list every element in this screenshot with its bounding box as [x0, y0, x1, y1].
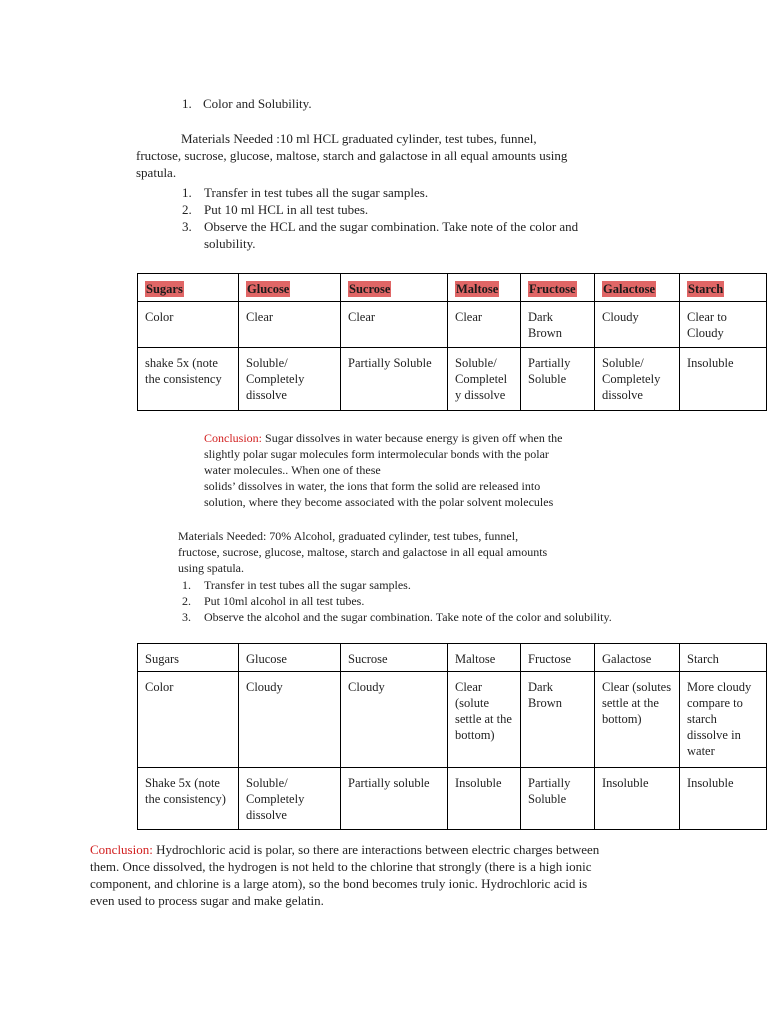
table-cell: Soluble/ Completely dissolve: [239, 768, 341, 830]
heading-text: Color and Solubility.: [203, 96, 312, 111]
table-cell: Clear: [341, 302, 448, 348]
table-header-cell: Maltose: [448, 274, 521, 302]
table-cell: Cloudy: [239, 672, 341, 768]
table-cell: Cloudy: [341, 672, 448, 768]
table-cell: Clear to Cloudy: [680, 302, 767, 348]
table-row: [138, 302, 767, 348]
materials-paragraph-1: [136, 130, 656, 181]
list-item: 3. Observe the HCL and the sugar combination. Take note of the color and solubility.: [182, 219, 579, 251]
table-row: [138, 348, 767, 411]
results-table-hcl: [137, 273, 767, 411]
table-cell: Dark Brown: [521, 302, 595, 348]
list-item: 2. Put 10 ml HCL in all test tubes.: [182, 202, 369, 217]
table-cell: Clear (solute settle at the bottom): [448, 672, 521, 768]
materials-line: Materials Needed :10 ml HCL graduated cylinder, test tubes, funnel,: [181, 131, 537, 146]
table-cell: Soluble/ Completely dissolve: [595, 348, 680, 411]
table-header-cell: Galactose: [595, 274, 680, 302]
table-header-cell: Glucose: [239, 644, 341, 672]
list-item: 1. Transfer in test tubes all the sugar samples.: [182, 578, 411, 592]
table-cell: Clear: [448, 302, 521, 348]
table-cell: Insoluble: [448, 768, 521, 830]
table-cell: Partially soluble: [341, 768, 448, 830]
table-header-cell: Sucrose: [341, 644, 448, 672]
table-cell: Color: [138, 302, 239, 348]
conclusion-1: Conclusion: Sugar dissolves in water because energy is given off when the slightly polar sugar molecules form intermolecular bonds with the polar water molecules.. When one of these solids’ dissolves in water, the ions that form the solid are released into solution, where they become associated with the polar solvent molecules: [204, 431, 563, 509]
steps-list-2: [182, 577, 702, 625]
materials-line: fructose, sucrose, glucose, maltose, starch and galactose in all equal amounts using: [136, 148, 568, 163]
table-cell: Partially Soluble: [521, 348, 595, 411]
table-cell: Soluble/ Completel y dissolve: [448, 348, 521, 411]
table-cell: More cloudy compare to starch dissolve in water: [680, 672, 767, 768]
steps-list-1: [182, 184, 662, 252]
table-cell: Cloudy: [595, 302, 680, 348]
table-row: [138, 768, 767, 830]
table-header-cell: Fructose: [521, 274, 595, 302]
table-header-cell: Glucose: [239, 274, 341, 302]
table-header-cell: Maltose: [448, 644, 521, 672]
table-header-cell: Starch: [680, 644, 767, 672]
materials-line: spatula.: [136, 165, 177, 180]
table-cell: Insoluble: [595, 768, 680, 830]
table-cell: Clear (solutes settle at the bottom): [595, 672, 680, 768]
list-item: 1. Transfer in test tubes all the sugar samples.: [182, 185, 429, 200]
table-cell: Shake 5x (note the consistency): [138, 768, 239, 830]
list-item: 3. Observe the alcohol and the sugar combination. Take note of the color and solubility.: [182, 610, 612, 624]
conclusion-label: Conclusion:: [204, 431, 263, 445]
table-row: [138, 672, 767, 768]
table-header-cell: Galactose: [595, 644, 680, 672]
table-header-cell: Sugars: [138, 274, 239, 302]
table-cell: Soluble/ Completely dissolve: [239, 348, 341, 411]
list-item: 2. Put 10ml alcohol in all test tubes.: [182, 594, 365, 608]
table-cell: Insoluble: [680, 348, 767, 411]
conclusion-2: Conclusion: Hydrochloric acid is polar, so there are interactions between electric charges between them. Once dissolved, the hydrogen is not held to the chlorine that strongly (there is a high ionic component, and chlorine is a large atom), so the bond becomes truly ionic. Hydrochloric acid is even used to process sugar and make gelatin.: [90, 842, 600, 908]
table-cell: Partially Soluble: [341, 348, 448, 411]
table-header-row: [138, 644, 767, 672]
table-header-cell: Starch: [680, 274, 767, 302]
table-cell: Dark Brown: [521, 672, 595, 768]
table-header-cell: Sucrose: [341, 274, 448, 302]
table-cell: Partially Soluble: [521, 768, 595, 830]
table-header-row: [138, 274, 767, 302]
table-cell: Clear: [239, 302, 341, 348]
materials-paragraph-2: Materials Needed: 70% Alcohol, graduated cylinder, test tubes, funnel, fructose, sucrose, glucose, maltose, starch and galactose in all equal amounts using spatula.: [178, 529, 548, 575]
table-header-cell: Sugars: [138, 644, 239, 672]
results-table-alcohol: [137, 643, 767, 830]
table-header-cell: Fructose: [521, 644, 595, 672]
conclusion-label: Conclusion:: [90, 842, 153, 857]
table-cell: Color: [138, 672, 239, 768]
table-cell: shake 5x (note the consistency: [138, 348, 239, 411]
table-cell: Insoluble: [680, 768, 767, 830]
section-heading: [182, 95, 312, 112]
heading-number: 1.: [182, 96, 192, 111]
